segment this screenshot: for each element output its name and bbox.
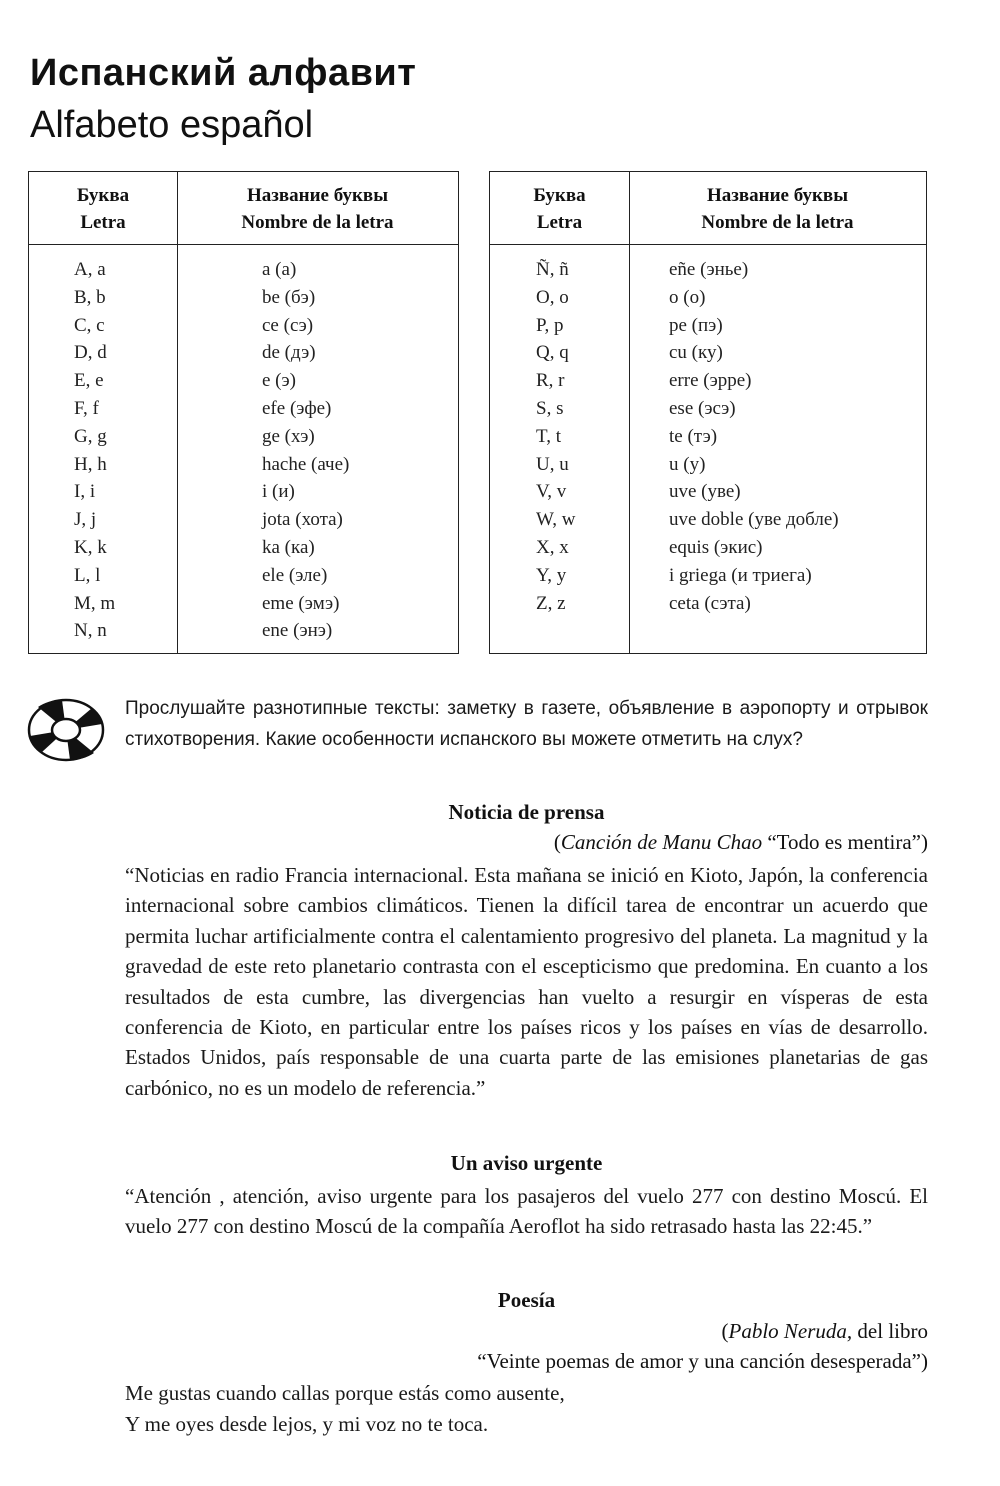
name-cell: ene (энэ)	[262, 620, 333, 642]
letter-cell: N, n	[74, 620, 107, 642]
letter-cell: T, t	[536, 425, 561, 447]
letter-cell: U, u	[536, 453, 569, 475]
letter-cell: Y, y	[536, 564, 567, 586]
poetry-source-author: Pablo Neruda,	[728, 1319, 853, 1343]
letter-cell: B, b	[74, 286, 106, 308]
letter-cell: R, r	[536, 370, 565, 392]
name-cell: de (дэ)	[262, 342, 316, 364]
header-letter-es: Letra	[536, 212, 583, 233]
names-column	[669, 256, 839, 617]
letter-column-header	[29, 182, 177, 236]
name-cell: i (и)	[262, 481, 295, 503]
poem-lines	[125, 1378, 928, 1440]
name-cell: a (а)	[262, 259, 297, 280]
letter-cell: C, c	[74, 314, 105, 336]
page-title-es: Alfabeto español	[30, 104, 314, 146]
letters-column	[536, 256, 575, 617]
header-letter-es: Letra	[80, 212, 126, 233]
letter-cell: V, v	[536, 481, 567, 503]
letter-cell: K, k	[74, 536, 107, 558]
name-cell: jota (хота)	[262, 509, 343, 531]
name-cell: o (о)	[669, 286, 706, 308]
letter-cell: M, m	[74, 592, 116, 614]
name-cell: cu (ку)	[669, 342, 723, 364]
name-cell: e (э)	[262, 370, 296, 392]
letter-cell: J, j	[74, 509, 97, 531]
header-letter-ru: Буква	[533, 185, 586, 206]
letter-cell: Q, q	[536, 342, 569, 364]
letter-column-header	[490, 182, 629, 236]
letter-cell: I, i	[74, 481, 96, 503]
letter-cell: O, o	[536, 286, 569, 308]
letter-cell: H, h	[74, 453, 107, 475]
cd-icon	[26, 694, 106, 764]
header-name-es: Nombre de la letra	[701, 212, 854, 233]
poetry-title: Poesía	[497, 1288, 556, 1312]
name-column-header	[629, 182, 926, 236]
name-cell: uve (уве)	[669, 481, 741, 503]
letter-cell: Z, z	[536, 592, 566, 614]
name-cell: u (у)	[669, 453, 706, 475]
letter-cell: L, l	[74, 564, 101, 586]
letter-cell: G, g	[74, 425, 107, 447]
poetry-source: (Pablo Neruda, del libro	[721, 1319, 928, 1343]
alphabet-table-left	[28, 171, 459, 654]
name-cell: eme (эмэ)	[262, 592, 340, 614]
poem-line: Me gustas cuando callas porque estás como ausente,	[125, 1381, 565, 1405]
name-cell: be (бэ)	[262, 286, 316, 308]
name-cell: ge (хэ)	[262, 425, 315, 447]
alphabet-table-right	[489, 171, 927, 654]
news-source: (Canción de Manu Chao “Todo es mentira”)	[553, 830, 928, 854]
header-name-ru: Название буквы	[706, 185, 849, 206]
letter-cell: A, a	[74, 259, 106, 280]
news-title: Noticia de prensa	[448, 800, 605, 824]
name-cell: equis (экис)	[669, 536, 763, 558]
name-cell: erre (эрре)	[669, 370, 752, 392]
notice-title: Un aviso urgente	[450, 1151, 603, 1175]
letter-cell: D, d	[74, 342, 107, 364]
table-divider	[29, 244, 458, 245]
letter-cell: W, w	[536, 509, 576, 531]
news-source-title: “Todo es mentira”)	[762, 830, 928, 854]
page-title-ru: Испанский алфавит	[30, 52, 417, 94]
poetry-source-book-label: del libro	[852, 1319, 928, 1343]
letter-cell: Ñ, ñ	[536, 259, 569, 280]
name-cell: ele (эле)	[262, 564, 328, 586]
name-cell: ceta (сэта)	[669, 592, 751, 614]
letter-cell: P, p	[536, 314, 564, 336]
name-cell: i griega (и триега)	[669, 564, 812, 586]
listening-instruction: Прослушайте разнотипные тексты: заметку в газете, объявление в аэропорту и отрывок стихотворения. Какие особенности испанского вы можете отметить на слух?	[125, 698, 928, 750]
table-divider	[490, 244, 926, 245]
names-column	[262, 256, 349, 645]
name-cell: ese (эсэ)	[669, 397, 736, 419]
name-cell: ka (ка)	[262, 536, 315, 558]
header-name-ru: Название буквы	[246, 185, 389, 206]
poem-line: Y me oyes desde lejos, y mi voz no te toca.	[125, 1412, 489, 1436]
letters-column	[74, 256, 115, 645]
name-cell: te (тэ)	[669, 425, 718, 447]
header-letter-ru: Буква	[76, 185, 130, 206]
name-cell: eñe (энье)	[669, 259, 749, 280]
letter-cell: X, x	[536, 536, 569, 558]
letter-cell: F, f	[74, 397, 99, 419]
name-cell: ce (сэ)	[262, 314, 314, 336]
letter-cell: E, e	[74, 370, 104, 392]
name-column-header	[177, 182, 458, 236]
notice-text: “Atención , atención, aviso urgente para los pasajeros del vuelo 277 con destino Moscú. El vuelo 277 con destino Moscú de la compañía Aeroflot ha sido retrasado hasta las 22:45.”	[125, 1184, 928, 1239]
header-name-es: Nombre de la letra	[241, 212, 394, 233]
name-cell: hache (аче)	[262, 453, 350, 475]
poetry-source-book: “Veinte poemas de amor y una canción desesperada”)	[477, 1349, 928, 1373]
name-cell: efe (эфе)	[262, 397, 332, 419]
news-text: “Noticias en radio Francia internacional. Esta mañana se inició en Kioto, Japón, la conferencia internacional sobre cambios climáticos. Tienen la difícil tarea de encontrar un acuerdo que permita luchar artificialmente contra el calentamiento progresivo del planeta. La magnitud y la gravedad de este reto planetario contrasta con el escepticismo que predomina. En cuanto a los resultados de esta cumbre, las divergencias han vuelto a resurgir en vísperas de esta conferencia de Kioto, en particular entre los países ricos y los países en vías de desarrollo. Estados Unidos, país responsable de una cuarta parte de las emisiones planetarias de gas carbónico, no es un modelo de referencia.”	[125, 863, 928, 1100]
news-source-song: Canción de Manu Chao	[560, 830, 763, 854]
name-cell: uve doble (уве добле)	[669, 509, 839, 531]
name-cell: pe (пэ)	[669, 314, 723, 336]
letter-cell: S, s	[536, 397, 564, 419]
